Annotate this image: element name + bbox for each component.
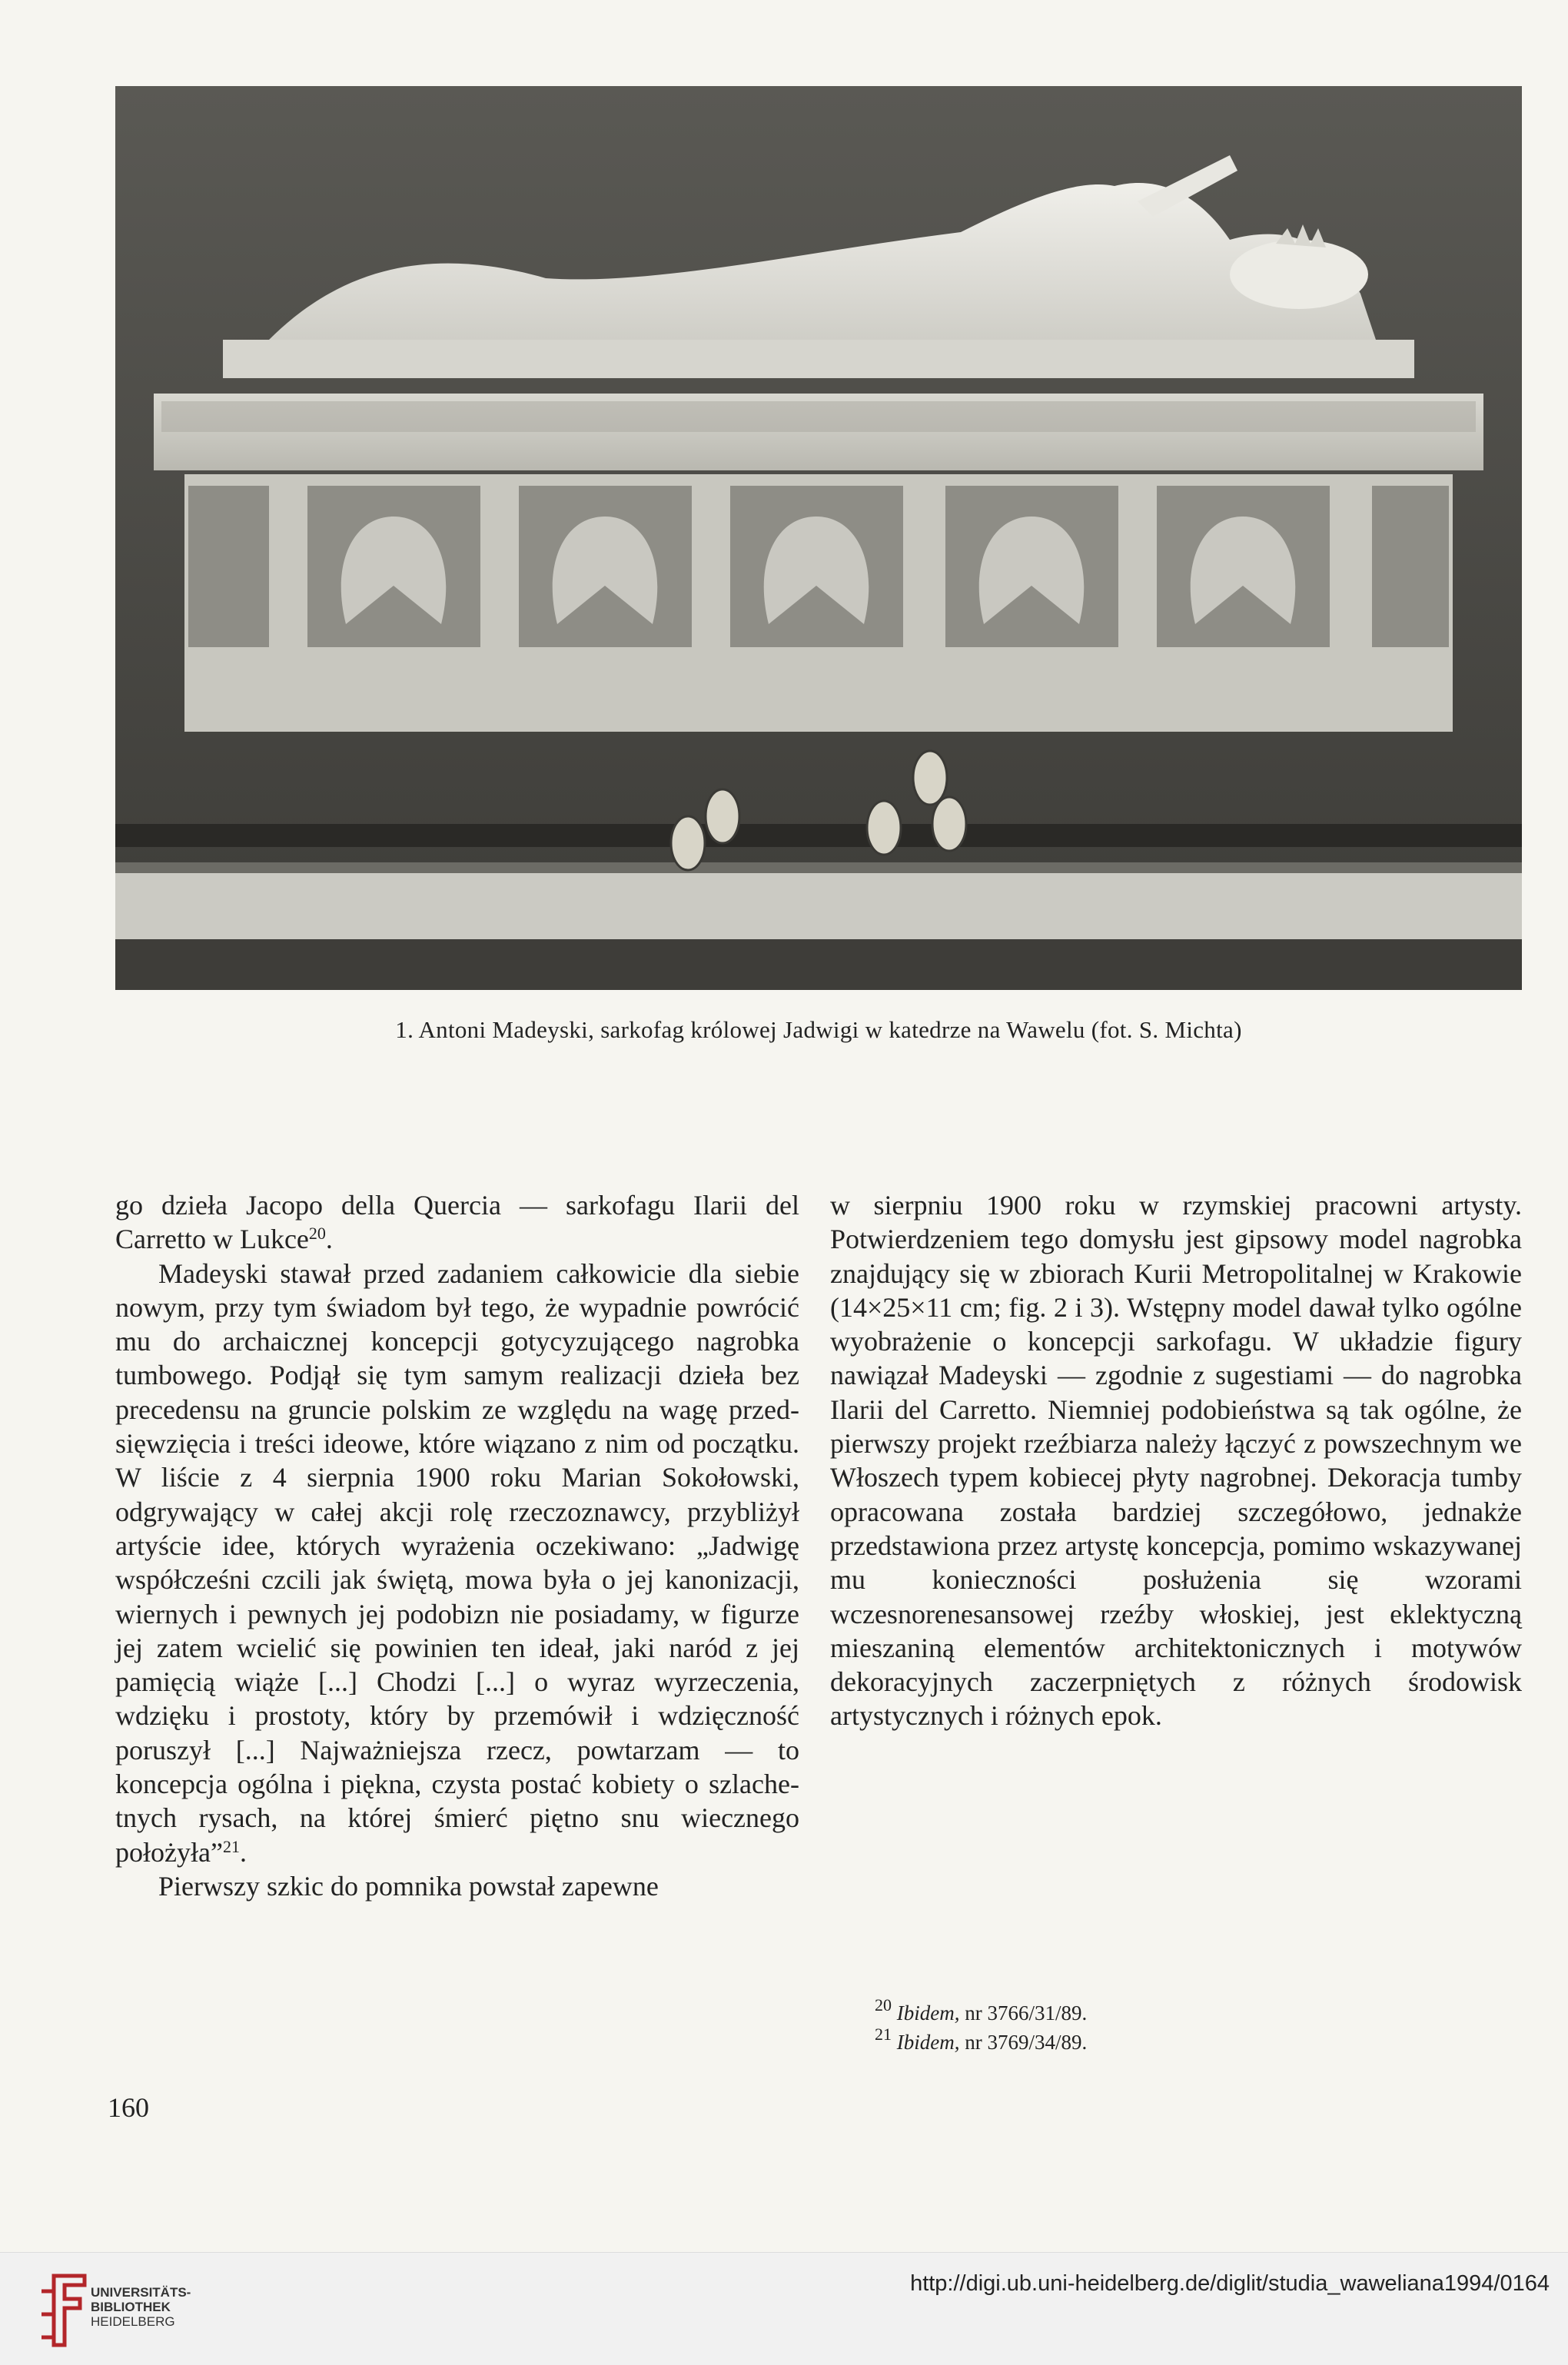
footnote: $^{20}$ Ibidem, nr 3766/31/89.	[875, 1995, 1088, 2025]
footnote: $^{21}$ Ibidem, nr 3769/34/89.	[875, 2025, 1088, 2054]
page-number: 160	[108, 2092, 149, 2123]
paragraph: go dzieła Jacopo della Quercia — sarkofagu Ilarii del Carretto w Lukce$^{20}$.	[115, 1190, 799, 1255]
footnotes	[875, 1995, 1536, 2057]
library-footer	[0, 2252, 1568, 2365]
left-column	[115, 1188, 799, 1903]
library-name: UNIVERSITÄTS- BIBLIOTHEK HEIDELBERG	[91, 2285, 191, 2329]
paragraph: Madeyski stawał przed zadaniem całkowicie dla siebie nowym, przy tym świadom był tego, że wypadnie powrócić mu do archaicznej koncepcji gotycyzującego nagrobka tumbowego. Podjął się tym samym realizacji dzieła bez precedensu na gruncie polskim ze względu na wagę przedsięwzięcia i treści ideowe, które wiązano z nim od początku. W liście z 4 sierpnia 1900 roku Marian Sokołowski, odgrywający w całej akcji rolę rzeczoznawcy, przybliżył artyście idee, których wyrażenia oczekiwano: „Jadwigę współcześni czcili jak świętą, mowa była o jej kanonizacji, wiernych i pewnych jej podobizn nie posiadamy, w figurze jej zatem wcielić się powinien ten ideał, jaki naród z jej pamięcią wiąże [...] Chodzi [...] o wyraz wyrzeczenia, wdzięku i prostoty, który by przemówił i wdzięczność poruszył [...] Najważniejsza rzecz, powtarzam — to koncepcja ogólna i piękna, czysta postać kobiety o szlachetnych rysach, na której śmierć piętno snu wiecznego położyła”$^{21}$.	[115, 1257, 799, 1868]
figure-caption: 1. Antoni Madeyski, sarkofag królowej Jadwigi w katedrze na Wawelu (fot. S. Michta)	[395, 1016, 1242, 1043]
footnote-ref[interactable]: 20	[308, 1224, 326, 1244]
source-url-link[interactable]: http://digi.ub.uni-heidelberg.de/diglit/studia_waweliana1994/0164	[910, 2271, 1550, 2296]
paragraph: w sierpniu 1900 roku w rzymskiej pracowni artysty. Potwierdzeniem tego domysłu jest gipsowy model nagrobka znajdujący się w zbiorach Kurii Metropolitalnej w Krakowie (14×25×11 cm; fig. 2 i 3). Wstępny model dawał tylko ogólne wyobrażenie o koncepcji sarkofagu. W układzie figury nawiązał Madeyski — zgodnie z sugestiami — do nagrobka Ilarii del Carretto. Niemniej podobieństwa są tak ogólne, że pierwszy projekt rzeźbiarza należy łączyć z powszechnym we Włoszech typem kobiecej płyty nagrobnej. Dekoracja tumby opracowana została bardziej szczegółowo, jednakże przedstawiona przez artystę koncepcja, pomimo wskazywanej mu konieczności posłużenia się wzorami wczesnorenesansowej rzeźby włoskiej, jest eklektyczną mieszaniną elementów architektonicznych i motywów dekoracyjnych zaczerpniętych z różnych środowisk artystycznych i różnych epok.	[830, 1190, 1522, 1732]
sarcophagus-photo	[115, 86, 1522, 990]
footnote-ref[interactable]: 21	[222, 1836, 240, 1856]
paragraph: Pierwszy szkic do pomnika powstał zapewne	[158, 1870, 659, 1902]
right-column	[830, 1188, 1522, 1733]
